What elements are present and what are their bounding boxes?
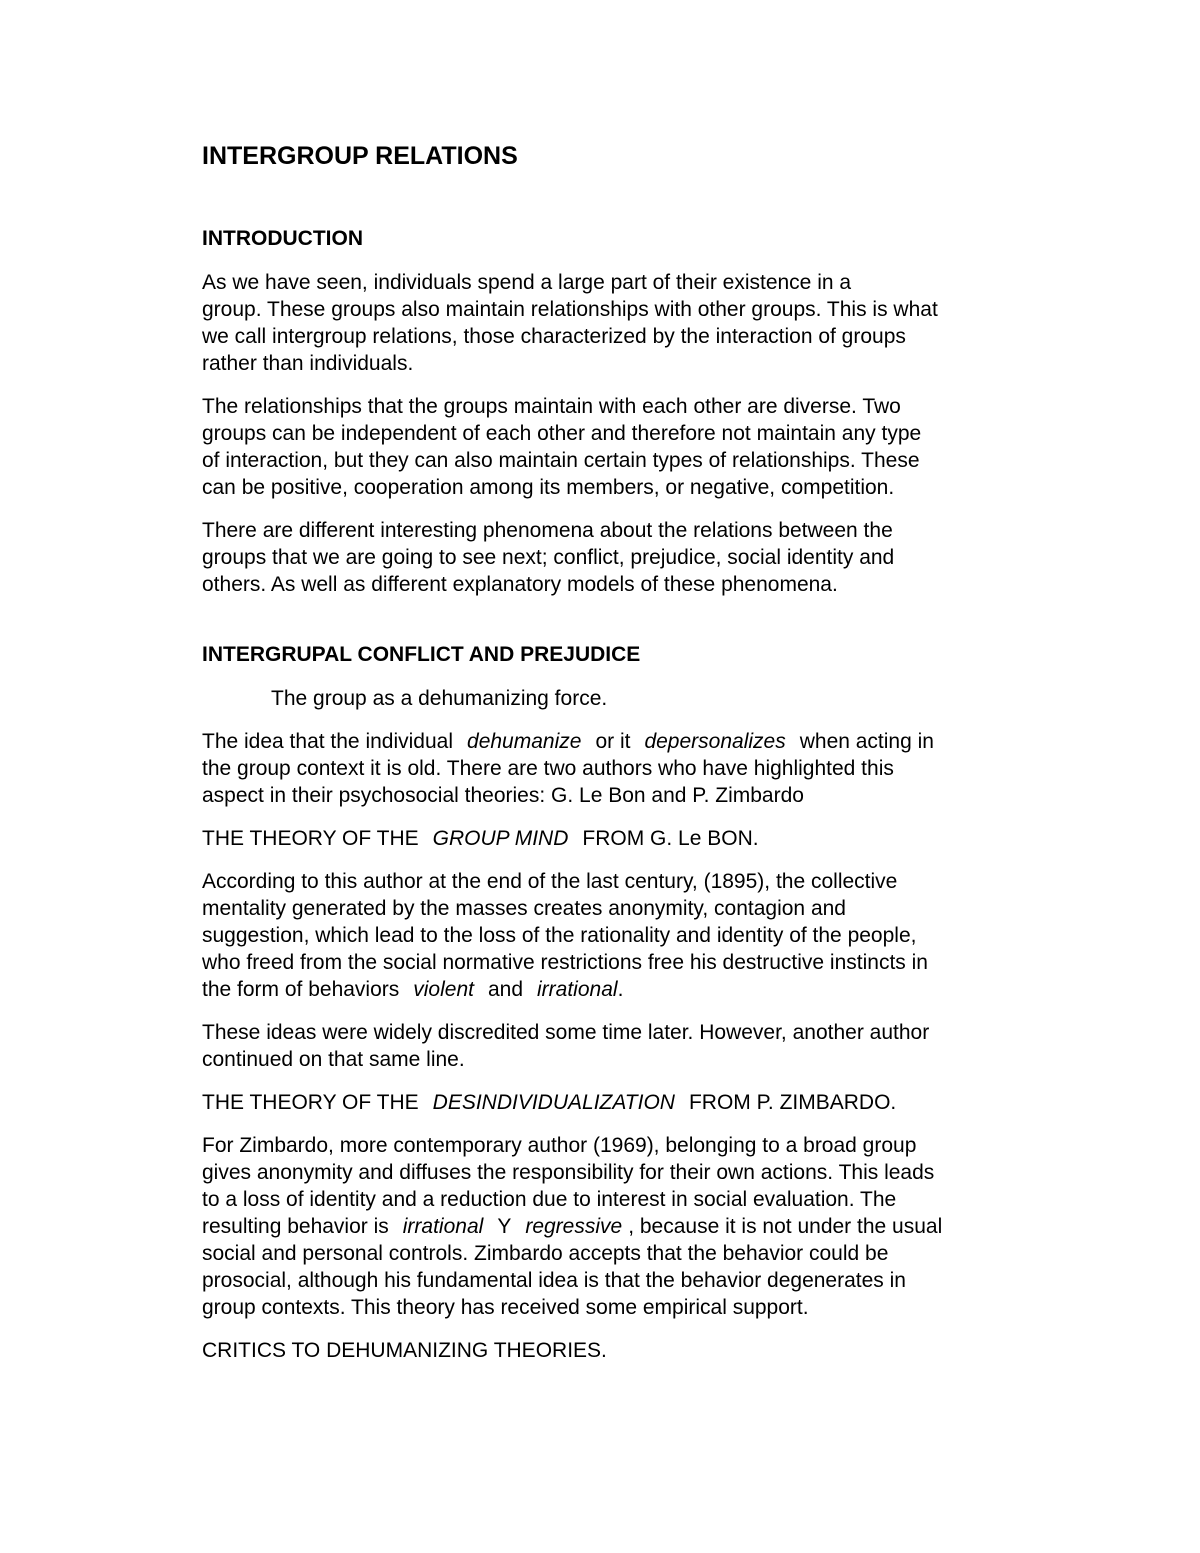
text-line: aspect in their psychosocial theories: G. Le Bon and P. Zimbardo [202, 784, 804, 807]
text-segment: , because it is not under the usual [628, 1215, 943, 1238]
text-segment: when acting in [799, 730, 934, 753]
text-line: The relationships that the groups maintain with each other are diverse. Two [202, 395, 901, 418]
text-line: gives anonymity and diffuses the responsibility for their own actions. This leads [202, 1161, 935, 1184]
text-line: group. These groups also maintain relationships with other groups. This is what [202, 298, 938, 321]
text-segment: or it [595, 730, 631, 753]
text-segment: The idea that the individual [202, 730, 454, 753]
text-line: we call intergroup relations, those characterized by the interaction of groups [202, 325, 906, 348]
dehumanizing-subheading: The group as a dehumanizing force. [271, 687, 608, 710]
text-line: can be positive, cooperation among its members, or negative, competition. [202, 476, 895, 499]
document-title: INTERGROUP RELATIONS [202, 142, 518, 170]
text-line: These ideas were widely discredited some time later. However, another author [202, 1021, 930, 1044]
text-line: of interaction, but they can also maintain certain types of relationships. These [202, 449, 920, 472]
text-line: who freed from the social normative restrictions free his destructive instincts in [202, 951, 928, 974]
lebon-paragraph [202, 868, 1052, 1003]
introduction-paragraph-1 [202, 269, 1052, 377]
text-line: suggestion, which lead to the loss of the rationality and identity of the people, [202, 924, 917, 947]
italic-term: irrational [402, 1215, 484, 1238]
text-segment: . [617, 978, 624, 1001]
italic-term: regressive [525, 1215, 623, 1238]
text-line: According to this author at the end of the last century, (1895), the collective [202, 870, 898, 893]
text-line: rather than individuals. [202, 352, 414, 375]
introduction-paragraph-2 [202, 393, 1052, 501]
zimbardo-theory-heading [202, 1089, 1052, 1116]
text-line: There are different interesting phenomena about the relations between the [202, 519, 893, 542]
critics-heading: CRITICS TO DEHUMANIZING THEORIES. [202, 1339, 607, 1362]
italic-term: depersonalizes [644, 730, 786, 753]
discredit-paragraph [202, 1019, 1052, 1073]
text-segment: Y [497, 1215, 512, 1238]
text-line: As we have seen, individuals spend a large part of their existence in a [202, 271, 852, 294]
text-segment: resulting behavior is [202, 1215, 389, 1238]
text-segment: THE THEORY OF THE [202, 1091, 419, 1114]
conflict-heading: INTERGRUPAL CONFLICT AND PREJUDICE [202, 643, 641, 666]
introduction-heading: INTRODUCTION [202, 227, 363, 250]
text-segment: THE THEORY OF THE [202, 827, 419, 850]
text-line: others. As well as different explanatory models of these phenomena. [202, 573, 838, 596]
text-segment: FROM P. ZIMBARDO. [688, 1091, 897, 1114]
text-line: prosocial, although his fundamental idea is that the behavior degenerates in [202, 1269, 906, 1292]
introduction-paragraph-3 [202, 517, 1052, 598]
lebon-theory-heading [202, 825, 1052, 852]
text-line: For Zimbardo, more contemporary author (1969), belonging to a broad group [202, 1134, 917, 1157]
zimbardo-paragraph [202, 1132, 1052, 1321]
italic-term: irrational [537, 978, 618, 1001]
text-line: group contexts. This theory has received some empirical support. [202, 1296, 809, 1319]
italic-term: violent [413, 978, 474, 1001]
text-segment: and [487, 978, 524, 1001]
text-line: groups that we are going to see next; conflict, prejudice, social identity and [202, 546, 895, 569]
text-segment: the form of behaviors [202, 978, 400, 1001]
dehumanize-paragraph [202, 728, 1052, 809]
text-line: the group context it is old. There are two authors who have highlighted this [202, 757, 894, 780]
document-page [202, 138, 1052, 1364]
text-line: groups can be independent of each other and therefore not maintain any type [202, 422, 922, 445]
text-line: to a loss of identity and a reduction due to interest in social evaluation. The [202, 1188, 897, 1211]
text-line: social and personal controls. Zimbardo accepts that the behavior could be [202, 1242, 889, 1265]
italic-term: DESINDIVIDUALIZATION [432, 1091, 675, 1114]
text-line: continued on that same line. [202, 1048, 465, 1071]
italic-term: GROUP MIND [432, 827, 569, 850]
text-line: mentality generated by the masses creates anonymity, contagion and [202, 897, 846, 920]
italic-term: dehumanize [467, 730, 582, 753]
text-segment: FROM G. Le BON. [582, 827, 759, 850]
